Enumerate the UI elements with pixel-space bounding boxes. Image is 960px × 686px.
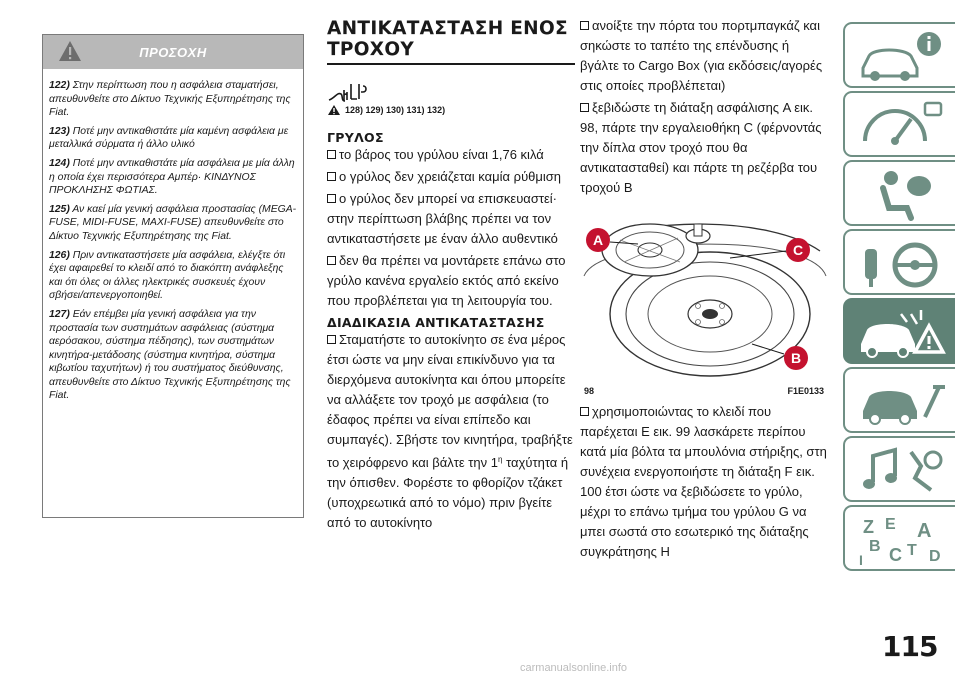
procedure-sup: η [498, 455, 503, 464]
index-letter-2: E [885, 516, 896, 533]
right-column [580, 16, 828, 564]
tab-multimedia[interactable] [843, 436, 955, 502]
bullet-box-icon [580, 103, 589, 112]
warning-note [49, 308, 297, 403]
index-letter-6: T [907, 542, 917, 559]
index-letter-8: I [859, 552, 863, 567]
tab-index-letters[interactable] [843, 505, 955, 571]
warning-note-number: 123) [49, 125, 70, 137]
warning-note [49, 79, 297, 120]
jack-item [327, 145, 575, 165]
figure-label-c: C [792, 242, 804, 258]
reference-numbers: 128) 129) 130) 131) 132) [345, 105, 446, 115]
procedure-heading: ΔΙΑΔΙΚΑΣΙΑ ΑΝΤΙΚΑΤΑΣΤΑΣΗΣ [327, 315, 545, 330]
key-steering-icon [855, 235, 947, 291]
step-item-text: χρησιμοποιώντας το κλειδί που παρέχεται E εικ. 99 λασκάρετε περίπου κατά μία βόλτα τα μπουλόνια στήριξης, στη συνέχεια ενεργοποιήστε τη διάταξη F εικ. 100 έτσι ώστε να ξεβιδώσετε το γρύλο, μέχρι το επάνω τμήμα του γρύλου G να μπει σωστά στο εσωτερικό της διάταξης συγκράτησης H [580, 404, 827, 559]
multimedia-icon [855, 442, 947, 498]
tab-warning-lights[interactable] [843, 91, 955, 157]
tab-service-car[interactable] [843, 367, 955, 433]
breakdown-car-icon [855, 304, 947, 360]
tab-key-driving[interactable] [843, 229, 955, 295]
warning-refs [327, 104, 575, 116]
step-item [580, 98, 828, 198]
section-title-line2: ΤΡΟΧΟΥ [327, 39, 415, 60]
warning-box [42, 34, 304, 518]
warning-notes [49, 79, 297, 408]
chapter-tabs [843, 22, 955, 574]
bullet-box-icon [580, 21, 589, 30]
figure-label-b: B [790, 350, 802, 366]
bullet-box-icon [327, 194, 336, 203]
reference-row [327, 74, 575, 108]
figure-code: F1E0133 [787, 386, 824, 396]
warning-note [49, 157, 297, 198]
bullet-box-icon [327, 335, 336, 344]
tab-airbag-seat[interactable] [843, 160, 955, 226]
jack-list [327, 145, 575, 311]
service-car-icon [855, 373, 947, 429]
warning-note-number: 126) [49, 249, 70, 261]
warning-note-text: Στην περίπτωση που η ασφάλεια σταματήσει, απευθυνθείτε στο Δίκτυο Τεχνικής Εξυπηρέτησης της Fiat. [49, 80, 291, 119]
index-letter-4: B [869, 538, 881, 555]
index-letter-3: A [917, 520, 932, 542]
bullet-box-icon [327, 172, 336, 181]
warning-note-number: 122) [49, 80, 70, 91]
warning-note-number: 124) [49, 157, 70, 169]
section-title [327, 18, 575, 60]
warning-note [49, 125, 297, 152]
jack-item [327, 167, 575, 187]
jack-item-text: το βάρος του γρύλου είναι 1,76 κιλά [339, 147, 544, 162]
jack-item-text: ο γρύλος δεν χρειάζεται καμία ρύθμιση [339, 169, 562, 184]
step-item [580, 402, 828, 562]
watermark: carmanualsonline.info [520, 662, 628, 674]
tab-breakdown[interactable] [843, 298, 955, 364]
warning-title: ΠΡΟΣΟΧΗ [139, 45, 207, 60]
figure-number: 98 [584, 386, 595, 396]
car-info-icon [855, 28, 947, 84]
warning-note [49, 249, 297, 303]
index-letter-5: C [889, 545, 902, 565]
index-letter-1: Z [863, 517, 874, 537]
title-divider [327, 63, 575, 65]
warning-note-text: Ποτέ μην αντικαθιστάτε μία καμένη ασφάλεια με μεταλλικά σύρματα ή άλλο υλικό [49, 125, 289, 151]
jack-item [327, 189, 575, 249]
procedure-text [327, 330, 575, 533]
index-letters-icon [855, 511, 947, 567]
jack-heading: ΓΡΥΛΟΣ [327, 130, 384, 145]
warning-note-text: Αν καεί μία γενική ασφάλεια προστασίας (MEGA-FUSE, MIDI-FUSE, MAXI-FUSE) απευθυνθείτε στο Δίκτυο Τεχνικής Εξυπηρέτησης της Fiat. [49, 203, 297, 242]
index-letter-7: D [929, 548, 941, 565]
warning-note [49, 203, 297, 244]
bullet-box-icon [327, 256, 336, 265]
warning-note-text: Πριν αντικαταστήσετε μία ασφάλεια, ελέγξτε ότι έχει αφαιρεθεί το κλειδί από το διακόπτη ανάφλεξης και ότι όλες οι άλλες ηλεκτρικές συσκευές έχουν σβήσει/απενεργοποιηθεί. [49, 249, 286, 302]
steps-bottom [580, 402, 828, 562]
step-item-text: ανοίξτε την πόρτα του πορτμπαγκάζ και σηκώστε το ταπέτο της επένδυσης ή βγάλτε το Cargo Box (για εκδόσεις/αγορές στις οποίες προβλέπεται) [580, 18, 823, 93]
procedure-text-b: ταχύτητα ή την όπισθεν. Φορέστε το φθορίζον τζάκετ (υποχρεωτικά από το νόμο) πριν βγείτε από το αυτοκίνητο [327, 455, 569, 530]
warning-note-text: Ποτέ μην αντικαθιστάτε μία ασφάλεια με μία άλλη η οποία έχει περισσότερα Αμπέρ· ΚΙΝΔΥΝΟΣ ΠΡΟΚΛΗΣΗΣ ΦΩΤΙΑΣ. [49, 157, 295, 197]
page-number: 115 [882, 630, 938, 663]
main-column [327, 18, 575, 533]
environment-symbol-icon [327, 74, 371, 108]
jack-item [327, 251, 575, 311]
warning-note-text: Εάν επέμβει μία γενική ασφάλεια για την προστασία των συστημάτων ασφάλειας (σύστημα αερόσακου, σύστημα πέδησης), των συστημάτων κινητήρα-μετάδοσης (σύστημα κινητήρα, σύστημα κιβωτίου ταχυτήτων) ή του συστήματος διεύθυνσης, απευθυνθείτε στο Δίκτυο Τεχνικής Εξυπηρέτησης της Fiat. [49, 308, 291, 402]
warning-header [43, 35, 303, 69]
section-title-line1: ΑΝΤΙΚΑΤΑΣΤΑΣΗ ΕΝΟΣ [327, 18, 568, 39]
tab-info-car[interactable] [843, 22, 955, 88]
spare-wheel-illustration [580, 206, 828, 384]
warning-note-number: 127) [49, 308, 70, 320]
jack-item-text: δεν θα πρέπει να μοντάρετε επάνω στο γρύλο κανένα εργαλείο εκτός από εκείνο που προβλέπεται για τη λειτουργία του. [327, 253, 566, 308]
figure-label-a: A [592, 232, 604, 248]
jack-item-text: ο γρύλος δεν μπορεί να επισκευαστεί· στην περίπτωση βλάβης πρέπει να τον αντικαταστήσετε με έναν άλλο αυθεντικό [327, 191, 558, 246]
procedure-text-a: Σταματήστε το αυτοκίνητο σε ένα μέρος έτσι ώστε να μην είναι επικίνδυνο για τα διερχόμενα αυτοκίνητα και όπου μπορείτε να αλλάξετε τον τροχό με ασφάλεια (το έδαφος πρέπει να είναι επίπεδο και συμπαγές). Σβήστε τον κινητήρα, τραβήξτε το χειρόφρενο και βάλτε την 1 [327, 332, 573, 470]
spare-wheel-figure [580, 206, 828, 396]
dashboard-icon [855, 97, 947, 153]
small-warning-icon [327, 104, 341, 116]
step-item [580, 16, 828, 96]
airbag-seat-icon [855, 166, 947, 222]
bullet-box-icon [580, 407, 589, 416]
steps-top [580, 16, 828, 198]
bullet-box-icon [327, 150, 336, 159]
step-item-text: ξεβιδώστε τη διάταξη ασφάλισης A εικ. 98, πάρτε την εργαλειοθήκη C (φέρνοντάς την δίπλα στον τροχό που θα αντικατασταθεί) και πάρτε τη ρεζέρβα του τροχού B [580, 100, 822, 195]
warning-note-number: 125) [49, 203, 70, 215]
